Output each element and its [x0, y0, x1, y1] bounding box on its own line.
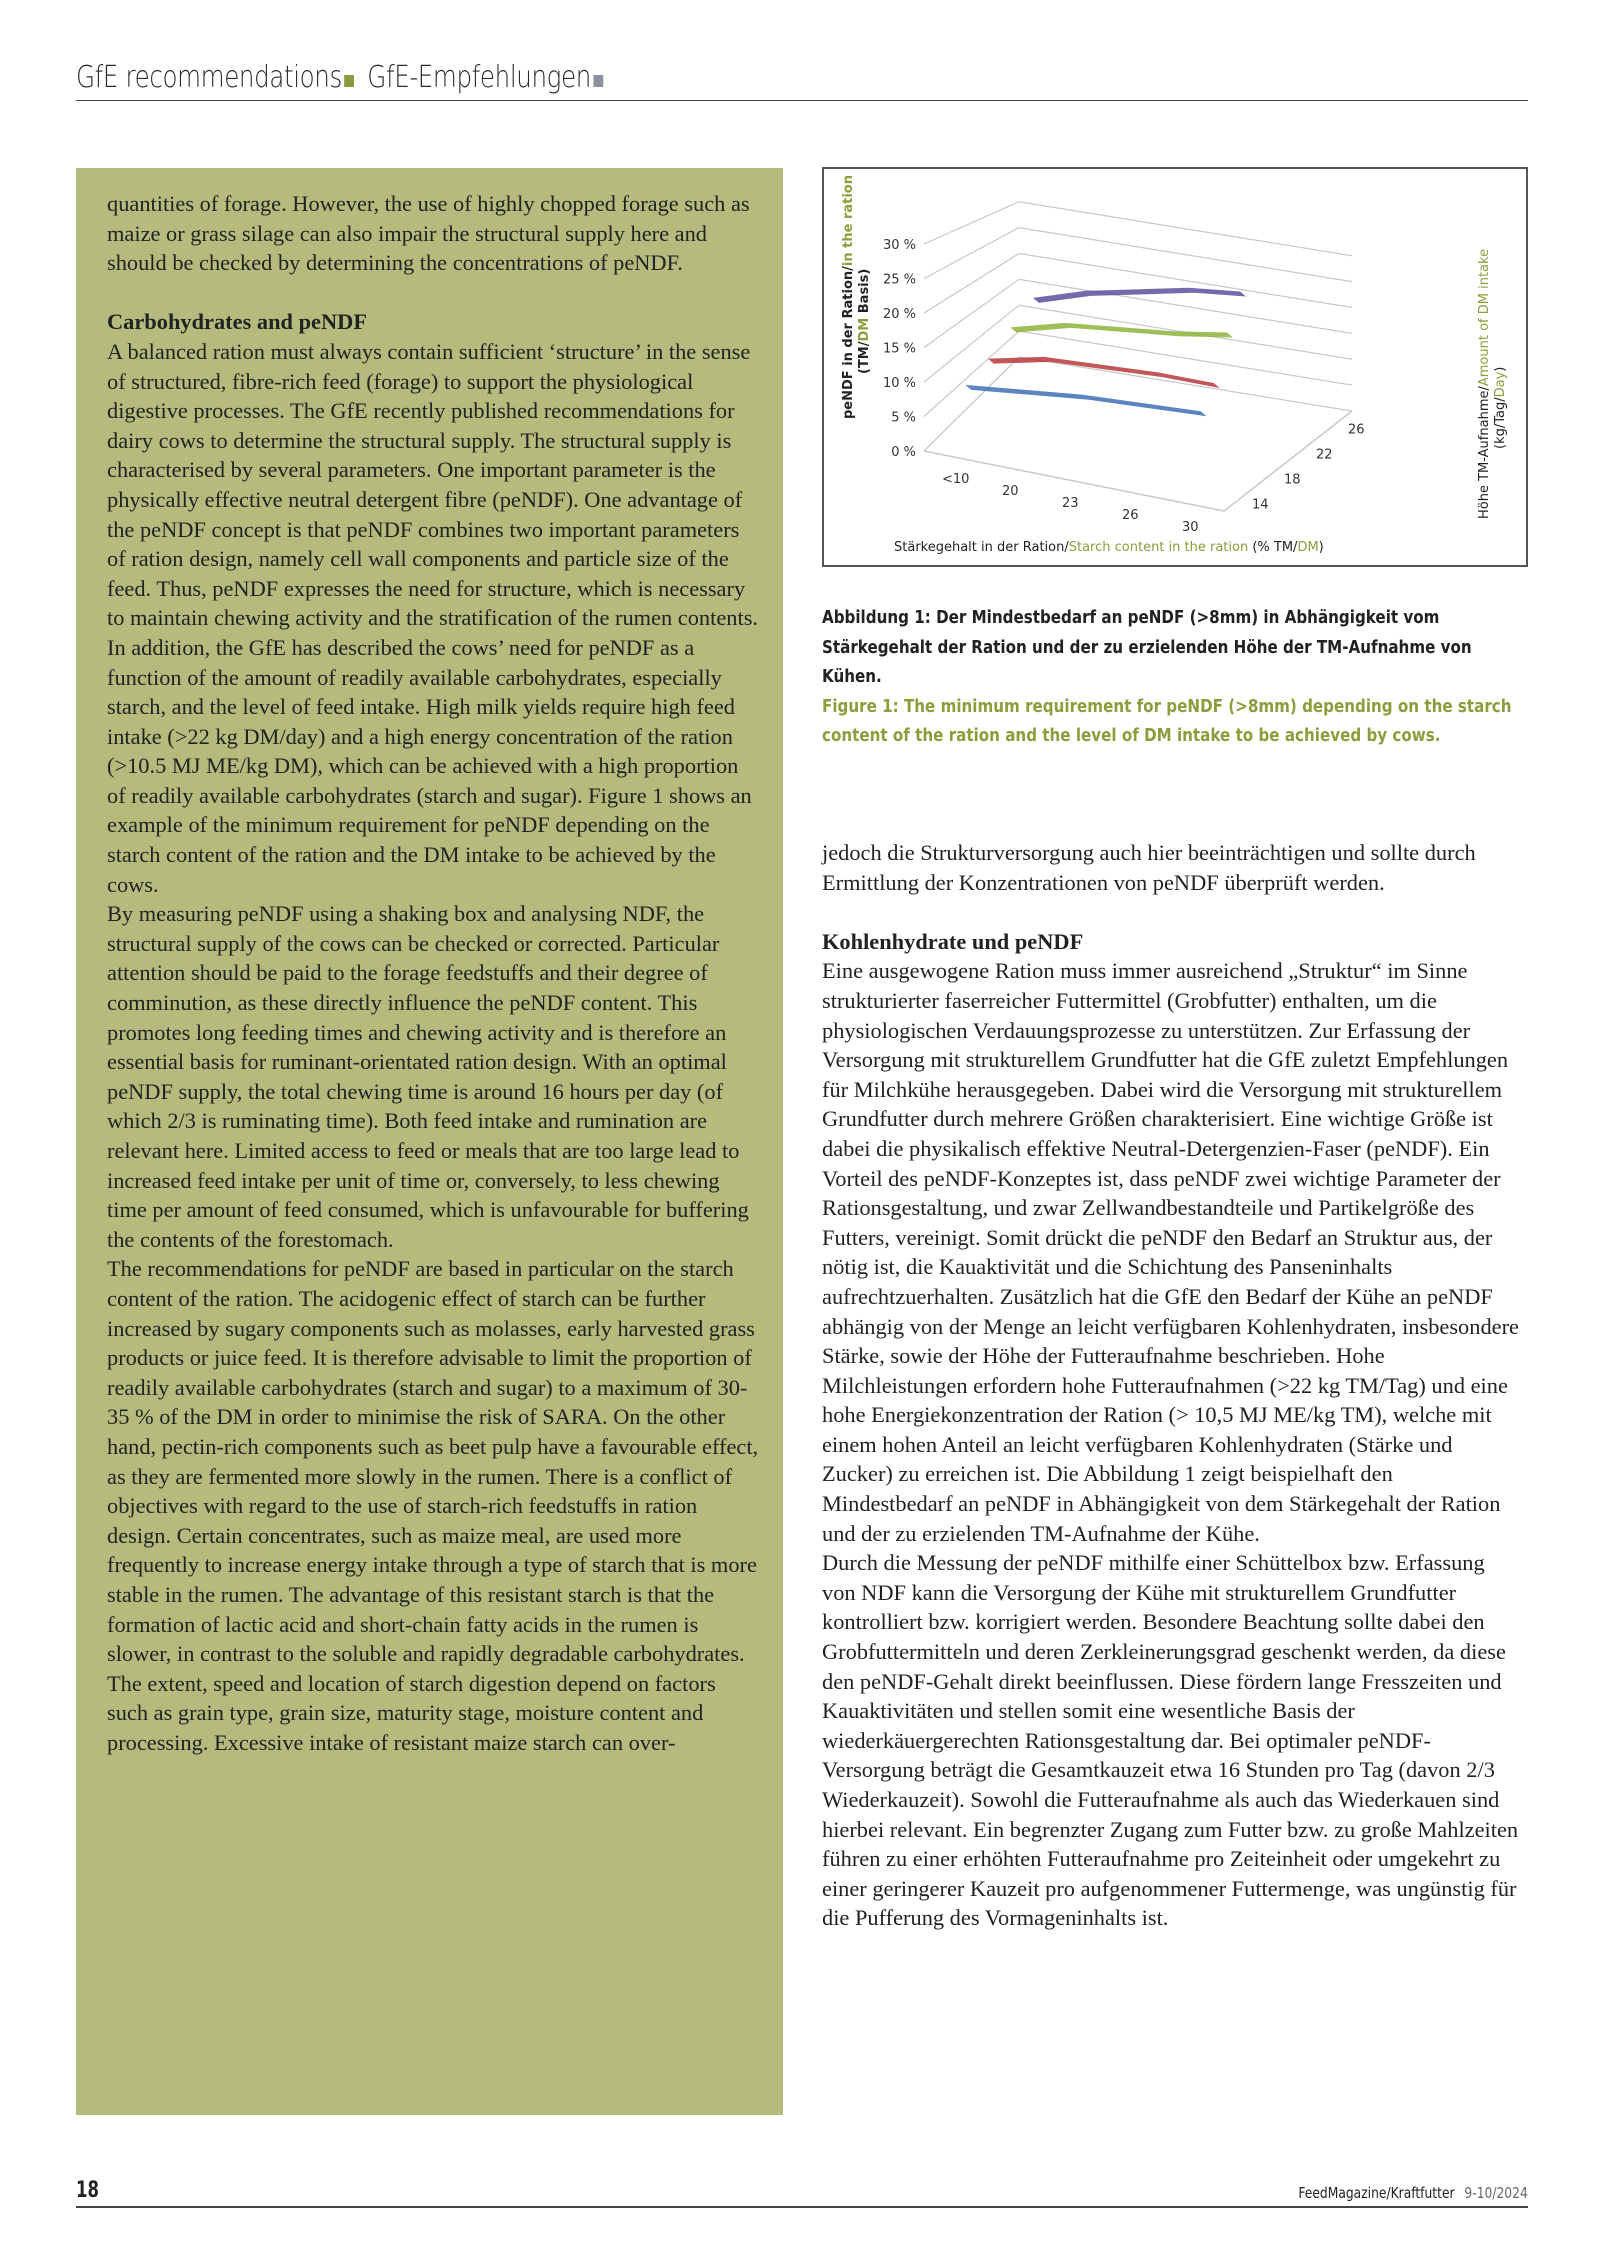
svg-text:15 %: 15 % — [882, 341, 916, 357]
svg-text:30 %: 30 % — [882, 238, 916, 253]
chart-canvas — [824, 169, 1526, 565]
magazine-info — [1299, 2184, 1528, 2202]
svg-text:(kg/Tag/Day): (kg/Tag/Day) — [1493, 366, 1508, 449]
english-paragraph: The recommendations for peNDF are based in particular on the starch content of the ration. The acidogenic effect of starch can be further increased by sugary components such as molasses, early harvested grass products or juice feed. It is therefore advisable to limit the proportion of readily available carbohydrates (starch and sugar) to a maximum of 30-35 % of the DM in order to minimise the risk of SARA. On the other hand, pectin-rich components such as beet pulp have a favourable effect, as they are fermented more slowly in the rumen. There is a conflict of objectives with regard to the use of starch-rich feedstuffs in ration design. Certain concentrates, such as maize meal, are used more frequently to increase energy intake through a type of starch that is more stable in the rumen. The advantage of this resistant starch is that the formation of lactic acid and short-chain fatty acids in the rumen is slower, in contrast to the soluble and rapidly degradable carbohydrates. The extent, speed and location of starch digestion depend on factors such as grain type, grain size, maturity stage, moisture content and processing. Excessive intake of resistant maize starch can over- — [107, 1256, 759, 1755]
english-column — [107, 189, 762, 1757]
svg-text:5 %: 5 % — [891, 410, 916, 426]
svg-text:0 %: 0 % — [891, 445, 916, 460]
svg-text:22: 22 — [1316, 447, 1333, 463]
caption-german: Abbildung 1: Der Mindestbedarf an peNDF (>8mm) in Abhängigkeit vom Stärkegehalt der Ration und der zu erzielenden Höhe der TM-Aufnahme von Kühen. — [822, 608, 1472, 688]
german-column — [822, 838, 1522, 1933]
svg-text:25 %: 25 % — [882, 272, 916, 288]
svg-text:20 %: 20 % — [882, 307, 916, 322]
magazine-name: FeedMagazine/Kraftfutter — [1298, 2184, 1455, 2202]
english-paragraph: A balanced ration must always contain sufficient ‘structure’ in the sense of structured, fibre-rich feed (forage) to support the physiological digestive processes. The GfE recently published recommendations for dairy cows to determine the structural supply. The structural supply is characterised by several parameters. One important parameter is the physically effective neutral detergent fibre (peNDF). One advantage of the peNDF concept is that peNDF combines two important parameters of ration design, namely cell wall components and particle size of the feed. Thus, peNDF expresses the need for structure, which is necessary to maintain chewing activity and the stratification of the rumen contents. In addition, the GfE has described the cows’ need for peNDF as a function of the amount of readily available carbohydrates, especially starch, and the level of feed intake. High milk yields require high feed intake (>22 kg DM/day) and a high energy concentration of the ration (>10.5 MJ ME/kg DM), which can be achieved with a high proportion of readily available carbohydrates (starch and sugar). Figure 1 shows an example of the minimum requirement for peNDF depending on the starch content of the ration and the DM intake to be achieved by the cows. — [107, 338, 759, 897]
english-subheading: Carbohydrates and peNDF — [107, 309, 367, 335]
english-paragraph: By measuring peNDF using a shaking box and analysing NDF, the structural supply of the cows can be checked or corrected. Particular attention should be paid to the forage feedstuffs and their degree of comminution, as these directly influence the peNDF content. This promotes long feeding times and chewing activity and is therefore an essential basis for ruminant-orientated ration design. With an optimal peNDF supply, the total chewing time is around 16 hours per day (of which 2/3 is ruminating time). Both feed intake and rumination are relevant here. Limited access to feed or meals that are too large lead to increased feed intake per unit of time or, conversely, to less chewing time per amount of feed consumed, which is unfavourable for buffering the contents of the forestomach. — [107, 901, 749, 1252]
page-footer — [76, 2178, 1528, 2208]
svg-text:23: 23 — [1062, 496, 1079, 511]
figure-1-chart — [822, 167, 1528, 567]
green-square-icon — [344, 75, 354, 87]
page-number: 18 — [76, 2178, 99, 2203]
svg-text:Stärkegehalt in der Ration/Sta: Stärkegehalt in der Ration/Starch content in the ration (% TM/DM) — [894, 540, 1324, 555]
header-title — [76, 60, 603, 95]
caption-english: Figure 1: The minimum requirement for peNDF (>8mm) depending on the starch content of the ration and the level of DM intake to be achieved by cows. — [822, 696, 1512, 747]
german-paragraph: Eine ausgewogene Ration muss immer ausreichend „Struktur“ im Sinne strukturierter faserreicher Futtermittel (Grobfutter) enthalten, um die physiologischen Verdauungsprozesse zu unterstützen. Zur Erfassung der Versorgung mit strukturellem Grundfutter hat die GfE zuletzt Empfehlungen für Milchkühe herausgegeben. Dabei wird die Versorgung mit strukturellem Grundfutter durch mehrere Größen charakterisiert. Eine wichtige Größe ist dabei die physikalisch effektive Neutral-Detergenzien-Faser (peNDF). Ein Vorteil des peNDF-Konzeptes ist, dass peNDF zwei wichtige Parameter der Rationsgestaltung, und zwar Zellwandbestandteile und Partikelgröße des Futters, vereinigt. Somit drückt die peNDF den Bedarf an Struktur aus, der nötig ist, die Kauaktivität und die Schichtung des Panseninhalts aufrechtzuerhalten. Zusätzlich hat die GfE den Bedarf der Kühe an peNDF abhängig von der Menge an leicht verfügbaren Kohlenhydraten, insbesondere Stärke, sowie der Höhe der Futteraufnahme beschrieben. Hohe Milchleistungen erfordern hohe Futteraufnahmen (>22 kg TM/Tag) und eine hohe Energiekonzentration der Ration (> 10,5 MJ ME/kg TM), welche mit einem hohen Anteil an leicht verfügbaren Kohlenhydraten (Stärke und Zucker) zu erreichen ist. Die Abbildung 1 zeigt beispielhaft den Mindestbedarf an peNDF in Abhängigkeit von dem Stärkegehalt der Ration und der zu erzielenden TM-Aufnahme der Kühe. — [822, 958, 1519, 1546]
header-title-en: GfE recommendations — [76, 60, 342, 95]
svg-text:<10: <10 — [942, 472, 970, 487]
german-subheading: Kohlenhydrate und peNDF — [822, 928, 1084, 954]
german-intro-paragraph: jedoch die Strukturversorgung auch hier beeinträchtigen und sollte durch Ermittlung der Konzentrationen von peNDF überprüft werden. — [822, 840, 1476, 895]
svg-text:peNDF in der Ration/in the rat: peNDF in der Ration/in the ration — [841, 175, 856, 419]
figure-caption — [822, 604, 1522, 752]
svg-text:26: 26 — [1122, 508, 1139, 523]
issue-number: 9-10/2024 — [1464, 2184, 1528, 2202]
svg-text:18: 18 — [1284, 472, 1301, 488]
svg-text:10 %: 10 % — [882, 376, 916, 391]
svg-text:Höhe TM-Aufnahme/Amount of DM: Höhe TM-Aufnahme/Amount of DM intake — [1477, 248, 1492, 519]
running-header — [76, 58, 1528, 101]
svg-text:30: 30 — [1182, 520, 1199, 535]
english-intro-paragraph: quantities of forage. However, the use of highly chopped forage such as maize or grass silage can also impair the structural supply here and should be checked by determining the concentrations of peNDF. — [107, 191, 750, 276]
svg-text:(TM/DM Basis): (TM/DM Basis) — [857, 268, 872, 374]
header-title-de: GfE-Empfehlungen — [367, 60, 591, 95]
svg-text:14: 14 — [1252, 497, 1269, 513]
grey-square-icon — [593, 75, 603, 87]
svg-text:26: 26 — [1348, 422, 1365, 438]
svg-text:20: 20 — [1002, 484, 1019, 499]
german-paragraph: Durch die Messung der peNDF mithilfe einer Schüttelbox bzw. Erfassung von NDF kann die Versorgung der Kühe mit strukturellem Grundfutter kontrolliert bzw. korrigiert werden. Besondere Beachtung sollte dabei den Grobfuttermitteln und deren Zerkleinerungsgrad geschenkt werden, da diese den peNDF-Gehalt direkt beeinflussen. Diese fördern lange Fresszeiten und Kauaktivitäten und stellen somit eine wesentliche Basis der wiederkäuergerechten Rationsgestaltung dar. Bei optimaler peNDF-Versorgung beträgt die Gesamtkauzeit etwa 16 Stunden pro Tag (davon 2/3 Wiederkauzeit). Sowohl die Futteraufnahme als auch das Wiederkauen sind hierbei relevant. Ein begrenzter Zugang zum Futter bzw. zu große Mahlzeiten führen zu einer erhöhten Futteraufnahme pro Zeiteinheit oder umgekehrt zu einer geringerer Kauzeit pro aufgenommener Futtermenge, was ungünstig für die Pufferung des Vormageninhalts ist. — [822, 1550, 1519, 1931]
